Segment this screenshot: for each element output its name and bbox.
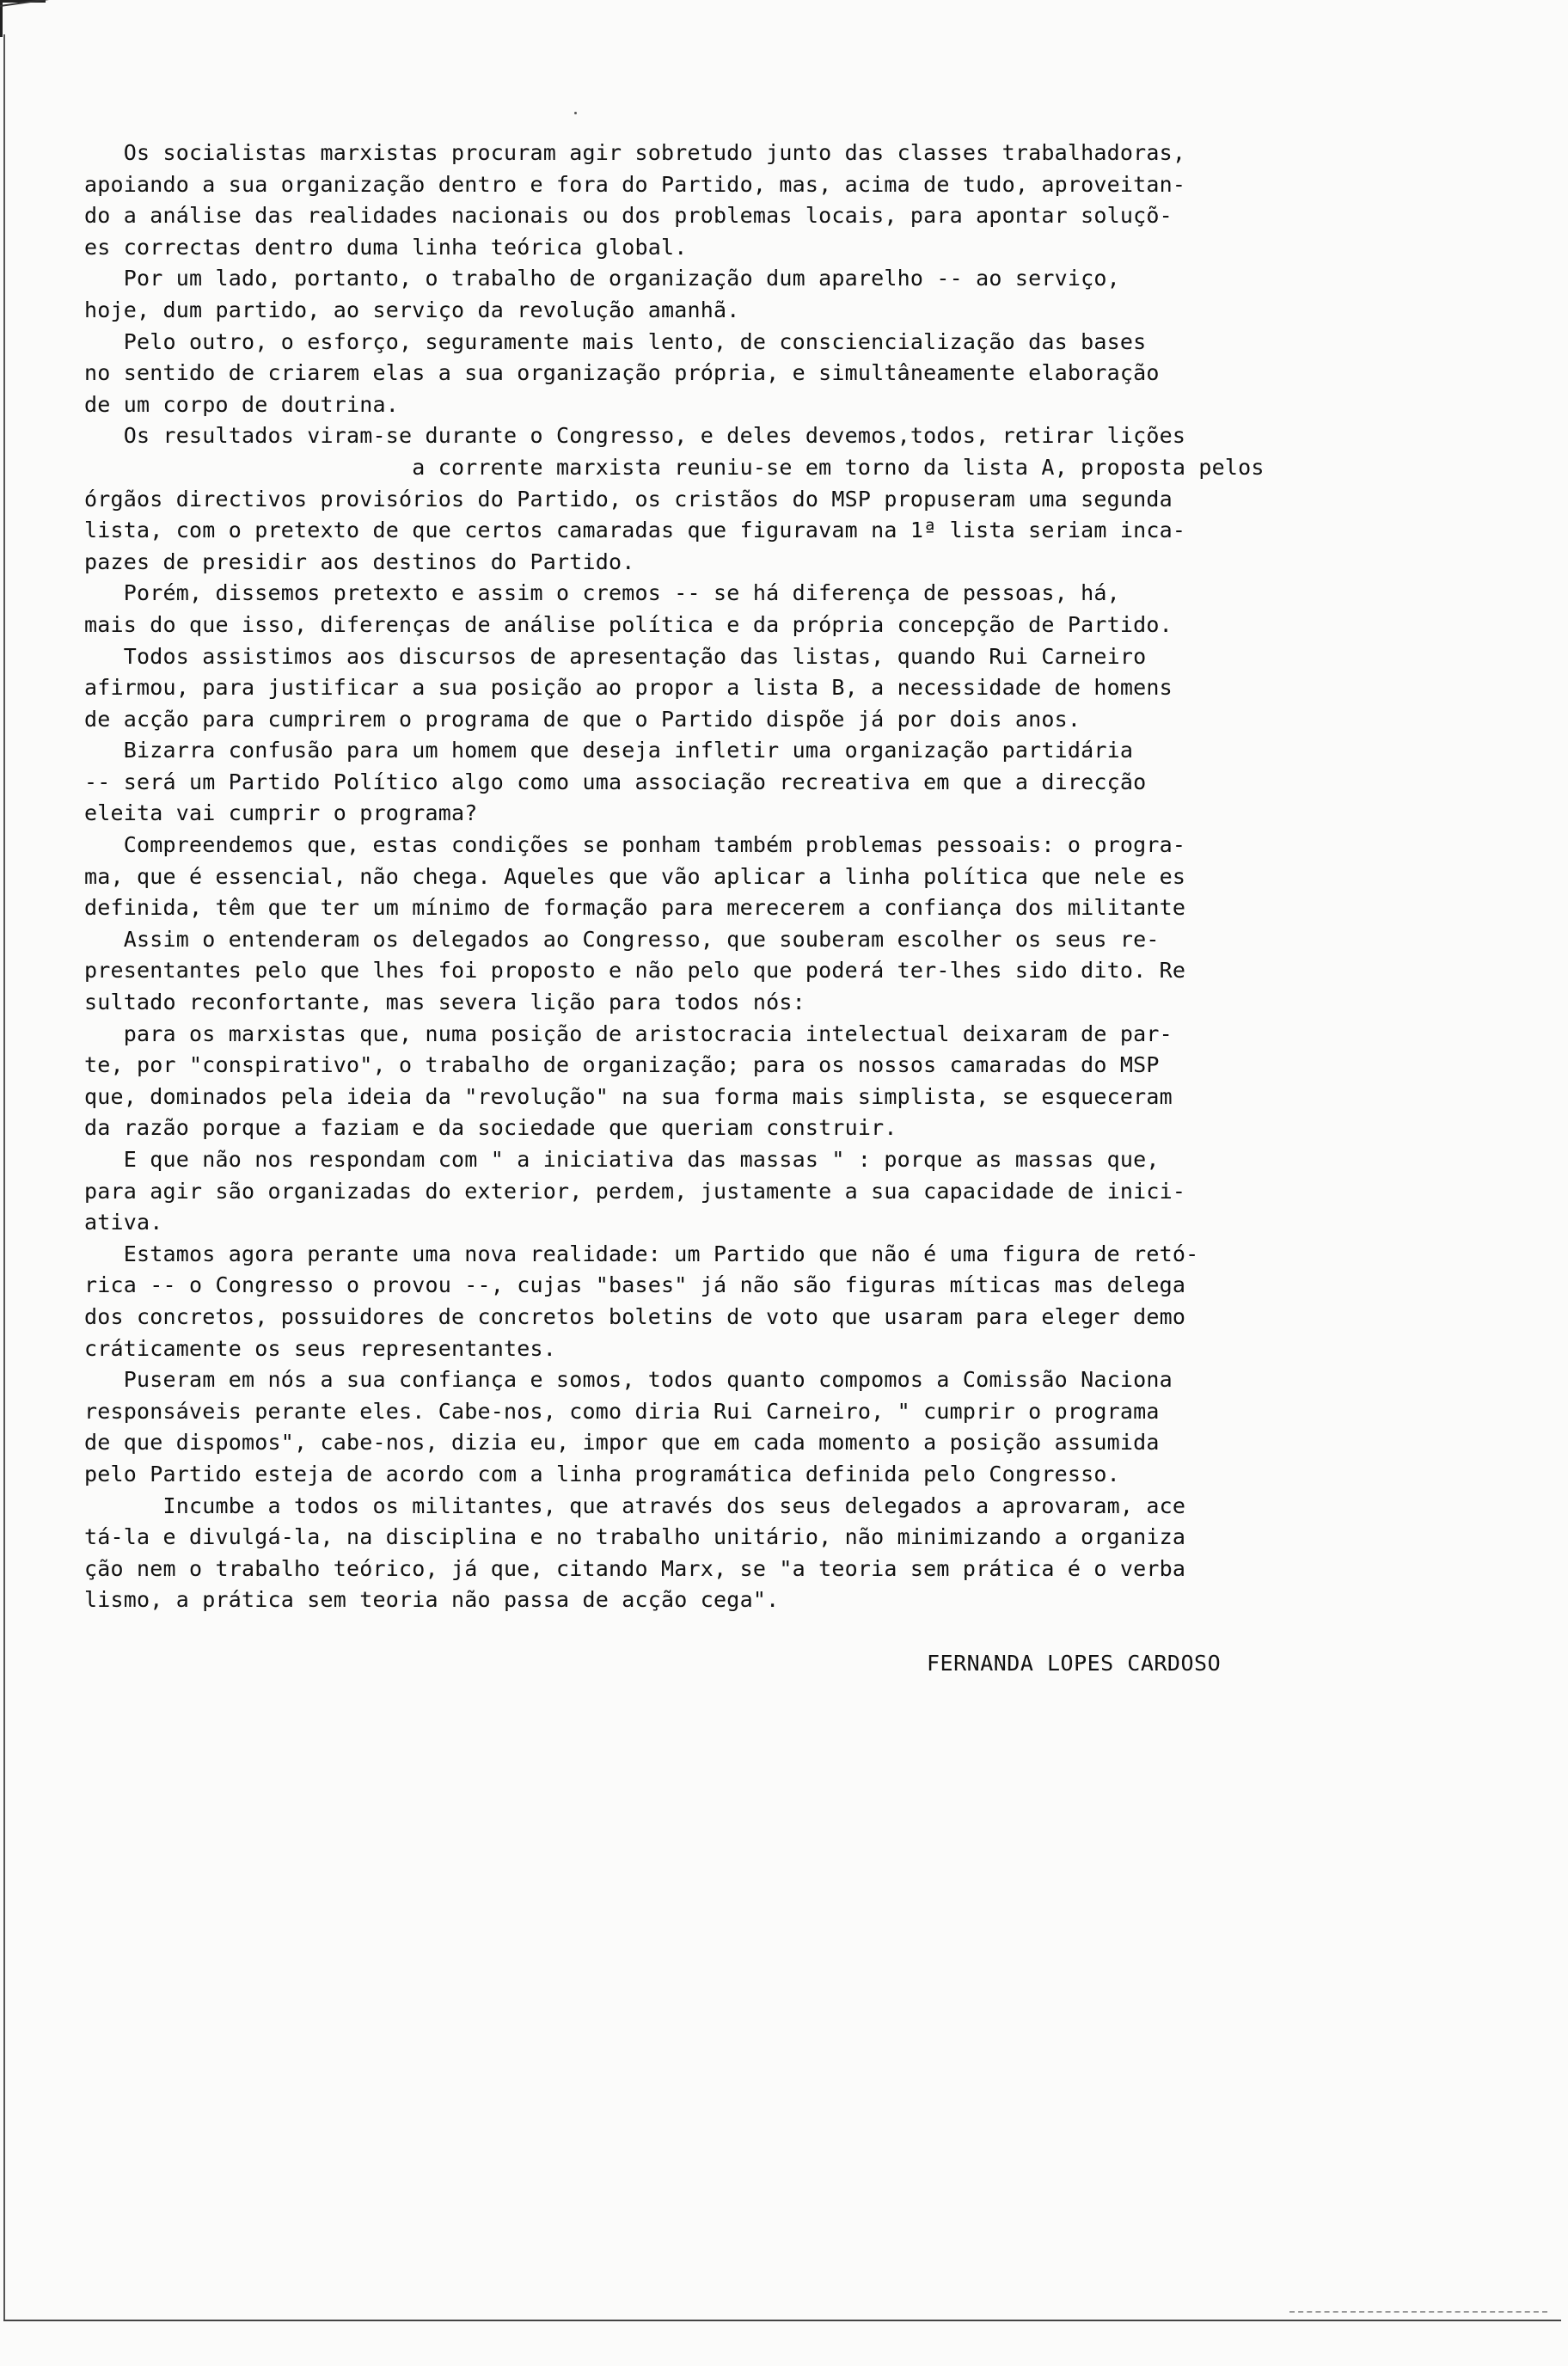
text-line: presentantes pelo que lhes foi proposto e não pelo que poderá ter-lhes sido dito. Re: [84, 958, 1186, 984]
text-line: de que dispomos", cabe-nos, dizia eu, impor que em cada momento a posição assumida: [84, 1430, 1160, 1456]
text-line: apoiando a sua organização dentro e fora do Partido, mas, acima de tudo, aproveitan-: [84, 171, 1186, 197]
text-line: Puseram em nós a sua confiança e somos, todos quanto compomos a Comissão Naciona: [84, 1367, 1173, 1393]
text-line: do a análise das realidades nacionais ou dos problemas locais, para apontar soluçõ-: [84, 203, 1173, 229]
text-line: da razão porque a faziam e da sociedade que queriam construir.: [84, 1115, 897, 1141]
text-line: Bizarra confusão para um homem que deseja infletir uma organização partidária: [84, 738, 1134, 763]
text-line: eleita vai cumprir o programa?: [84, 800, 478, 826]
text-line: pazes de presidir aos destinos do Partido.: [84, 549, 635, 574]
text-line: afirmou, para justificar a sua posição ao propor a lista B, a necessidade de homens: [84, 675, 1173, 701]
text-line: lista, com o pretexto de que certos camaradas que figuravam na 1ª lista seriam inca-: [84, 518, 1186, 543]
text-line: Porém, dissemos pretexto e assim o cremos -- se há diferença de pessoas, há,: [84, 580, 1120, 606]
author-signature: FERNANDA LOPES CARDOSO: [927, 1651, 1222, 1676]
text-line: hoje, dum partido, ao serviço da revolução amanhã.: [84, 297, 740, 322]
text-line: Os resultados viram-se durante o Congresso, e deles devemos,todos, retirar lições: [84, 423, 1186, 449]
text-line: de um corpo de doutrina.: [84, 391, 400, 417]
text-line: pelo Partido esteja de acordo com a linha programática definida pelo Congresso.: [84, 1461, 1120, 1486]
text-line: a corrente marxista reuniu-se em torno da lista A, proposta pelos: [84, 454, 1265, 480]
text-line: responsáveis perante eles. Cabe-nos, como diria Rui Carneiro, " cumprir o programa: [84, 1398, 1160, 1424]
text-line: para os marxistas que, numa posição de aristocracia intelectual deixaram de par-: [84, 1021, 1173, 1046]
text-line: mais do que isso, diferenças de análise política e da própria concepção de Partido.: [84, 611, 1173, 637]
text-line: Incumbe a todos os militantes, que através dos seus delegados a aprovaram, ace: [84, 1493, 1186, 1518]
text-line: órgãos directivos provisórios do Partido, os cristãos do MSP propuseram uma segunda: [84, 486, 1173, 512]
text-line: definida, têm que ter um mínimo de formação para merecerem a confiança dos militante: [84, 895, 1186, 921]
text-line: te, por "conspirativo", o trabalho de organização; para os nossos camaradas do MSP: [84, 1052, 1160, 1078]
text-line: Estamos agora perante uma nova realidade: um Partido que não é uma figura de retó-: [84, 1241, 1199, 1266]
text-line: Assim o entenderam os delegados ao Congresso, que souberam escolher os seus re-: [84, 926, 1160, 952]
text-line: ção nem o trabalho teórico, já que, citando Marx, se "a teoria sem prática é o verba: [84, 1555, 1186, 1581]
text-line: que, dominados pela ideia da "revolução" na sua forma mais simplista, se esqueceram: [84, 1083, 1173, 1109]
text-line: no sentido de criarem elas a sua organização própria, e simultâneamente elaboração: [84, 360, 1160, 386]
text-line: ma, que é essencial, não chega. Aqueles que vão aplicar a linha política que nele es: [84, 863, 1186, 889]
text-line: es correctas dentro duma linha teórica global.: [84, 234, 688, 260]
text-line: Compreendemos que, estas condições se ponham também problemas pessoais: o progra-: [84, 832, 1186, 858]
text-line: para agir são organizadas do exterior, perdem, justamente a sua capacidade de inici-: [84, 1178, 1186, 1204]
text-line: lismo, a prática sem teoria não passa de acção cega".: [84, 1587, 780, 1613]
text-line: de acção para cumprirem o programa de que o Partido dispõe já por dois anos.: [84, 706, 1081, 732]
text-line: Pelo outro, o esforço, seguramente mais lento, de consciencialização das bases: [84, 328, 1147, 354]
text-line: sultado reconfortante, mas severa lição para todos nós:: [84, 990, 805, 1015]
text-line: cráticamente os seus representantes.: [84, 1335, 557, 1361]
text-line: E que não nos respondam com " a iniciativa das massas " : porque as massas que,: [84, 1147, 1160, 1172]
bottom-page-edge: [3, 2320, 1561, 2321]
text-line: tá-la e divulgá-la, na disciplina e no trabalho unitário, não minimizando a organiza: [84, 1524, 1186, 1550]
text-line: ativa.: [84, 1210, 163, 1235]
text-line: Por um lado, portanto, o trabalho de organização dum aparelho -- ao serviço,: [84, 266, 1120, 291]
text-line: -- será um Partido Político algo como uma associação recreativa em que a direcção: [84, 769, 1147, 794]
body-text: [84, 138, 1528, 1616]
text-line: Os socialistas marxistas procuram agir sobretudo junto das classes trabalhadoras,: [84, 140, 1186, 165]
text-line: rica -- o Congresso o provou --, cujas "bases" já não são figuras míticas mas delega: [84, 1272, 1186, 1298]
text-line: Todos assistimos aos discursos de apresentação das listas, quando Rui Carneiro: [84, 643, 1147, 669]
bottom-dashed-mark: [1289, 2311, 1547, 2313]
scan-speck: [574, 112, 577, 114]
left-page-edge: [3, 34, 5, 2321]
text-line: dos concretos, possuidores de concretos boletins de voto que usaram para eleger demo: [84, 1303, 1186, 1329]
